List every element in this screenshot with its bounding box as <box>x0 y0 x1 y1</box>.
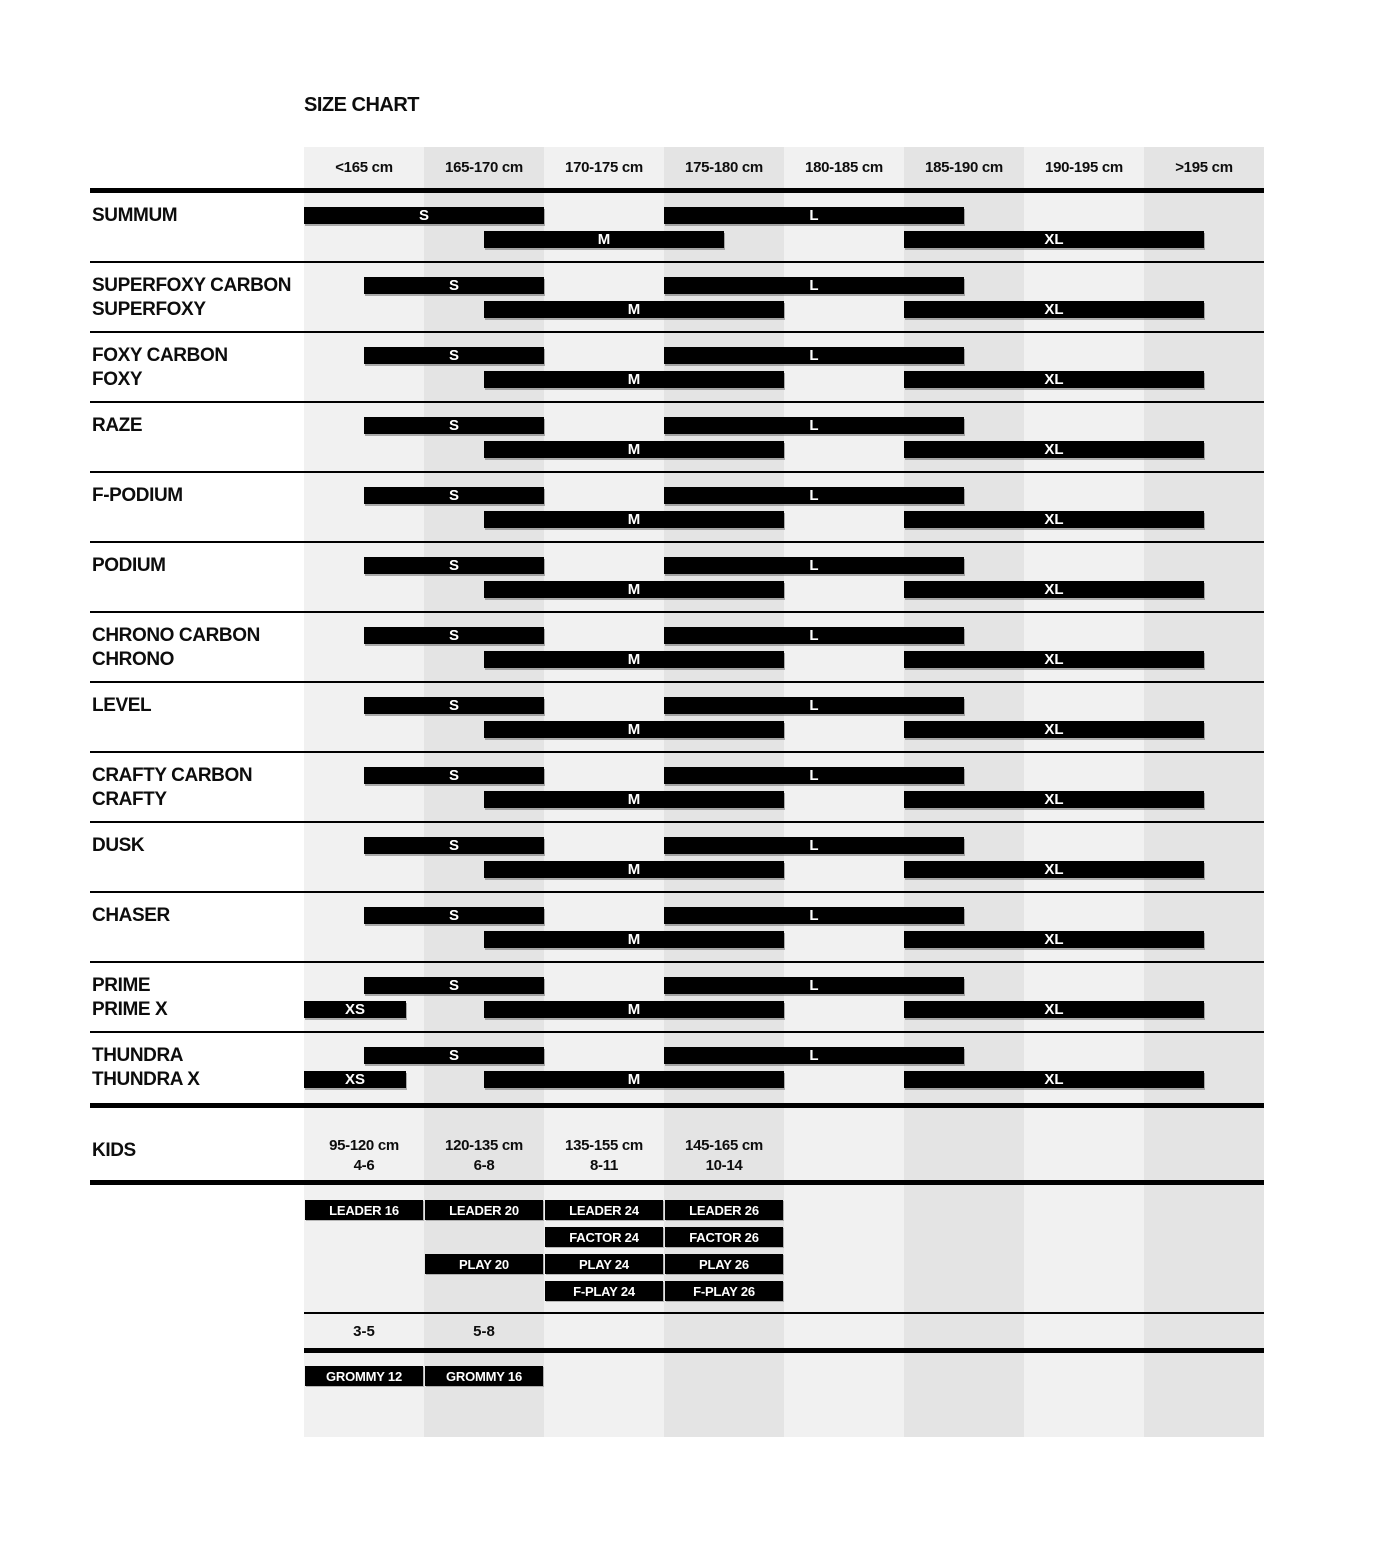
size-bar-l: L <box>664 277 964 294</box>
height-column-header: <165 cm <box>335 159 393 176</box>
size-bar-l: L <box>664 1047 964 1064</box>
size-bar-s: S <box>364 557 544 574</box>
divider-thin <box>90 891 1264 893</box>
size-bar-s: S <box>364 277 544 294</box>
size-bar-xl: XL <box>904 581 1204 598</box>
kids-model-bar: PLAY 26 <box>665 1254 783 1274</box>
size-bar-xs: XS <box>304 1071 406 1088</box>
size-bar-s: S <box>364 347 544 364</box>
model-label: CHRONO CARBON <box>92 624 260 646</box>
size-bar-m: M <box>484 1001 784 1018</box>
kids-column-header <box>544 1136 664 1176</box>
divider-thin <box>90 471 1264 473</box>
model-label: CRAFTY <box>92 788 167 810</box>
size-bar-m: M <box>484 371 784 388</box>
age-range-label: 5-8 <box>473 1322 495 1340</box>
divider-thin <box>90 541 1264 543</box>
kids-height-range: 145-165 cm <box>685 1137 763 1154</box>
size-bar-s: S <box>364 487 544 504</box>
kids-model-bar: FACTOR 26 <box>665 1227 783 1247</box>
height-column-bg <box>784 147 904 1437</box>
model-label: F-PODIUM <box>92 484 183 506</box>
model-label: PRIME X <box>92 998 168 1020</box>
model-label: THUNDRA X <box>92 1068 200 1090</box>
kids-model-bar: PLAY 20 <box>425 1254 543 1274</box>
size-bar-l: L <box>664 487 964 504</box>
model-label: DUSK <box>92 834 145 856</box>
model-label: RAZE <box>92 414 143 436</box>
model-label: LEVEL <box>92 694 152 716</box>
size-bar-l: L <box>664 907 964 924</box>
model-label: PRIME <box>92 974 151 996</box>
divider-thin <box>90 261 1264 263</box>
kids-section-label: KIDS <box>92 1140 136 1161</box>
kids-height-range: 95-120 cm <box>329 1137 399 1154</box>
kids-model-bar: FACTOR 24 <box>545 1227 663 1247</box>
size-bar-xl: XL <box>904 791 1204 808</box>
model-label: THUNDRA <box>92 1044 184 1066</box>
height-column-header: >195 cm <box>1175 159 1233 176</box>
divider-thin <box>90 751 1264 753</box>
divider-thin <box>90 681 1264 683</box>
age-range-label: 3-5 <box>353 1322 375 1340</box>
kids-height-range: 120-135 cm <box>445 1137 523 1154</box>
divider-thin <box>90 611 1264 613</box>
size-bar-s: S <box>364 977 544 994</box>
size-bar-l: L <box>664 417 964 434</box>
divider-thick <box>90 1180 1264 1185</box>
divider-thin <box>90 961 1264 963</box>
kids-age-range: 6-8 <box>473 1157 495 1174</box>
size-bar-m: M <box>484 791 784 808</box>
divider-thick <box>90 188 1264 193</box>
size-bar-xl: XL <box>904 1001 1204 1018</box>
model-label: SUPERFOXY CARBON <box>92 274 292 296</box>
kids-model-bar: LEADER 16 <box>305 1200 423 1220</box>
size-bar-xl: XL <box>904 721 1204 738</box>
size-bar-l: L <box>664 837 964 854</box>
model-label: SUPERFOXY <box>92 298 206 320</box>
size-bar-m: M <box>484 861 784 878</box>
height-column-header: 190-195 cm <box>1045 159 1123 176</box>
size-bar-xl: XL <box>904 441 1204 458</box>
kids-model-bar: F-PLAY 24 <box>545 1281 663 1301</box>
height-column-header: 165-170 cm <box>445 159 523 176</box>
height-column-header: 185-190 cm <box>925 159 1003 176</box>
divider-thin <box>90 821 1264 823</box>
model-label: FOXY <box>92 368 143 390</box>
size-bar-l: L <box>664 207 964 224</box>
kids-model-bar: LEADER 20 <box>425 1200 543 1220</box>
size-bar-l: L <box>664 697 964 714</box>
kids-column-header <box>424 1136 544 1176</box>
model-label: CHASER <box>92 904 170 926</box>
size-bar-s: S <box>364 627 544 644</box>
kids-model-bar: LEADER 24 <box>545 1200 663 1220</box>
size-bar-l: L <box>664 627 964 644</box>
size-bar-xs: XS <box>304 1001 406 1018</box>
kids-age-range: 4-6 <box>353 1157 375 1174</box>
height-column-bg <box>304 147 424 1437</box>
size-bar-xl: XL <box>904 231 1204 248</box>
divider-thin <box>90 331 1264 333</box>
size-bar-m: M <box>484 301 784 318</box>
size-bar-xl: XL <box>904 931 1204 948</box>
page-title: SIZE CHART <box>304 94 419 116</box>
height-column-header: 170-175 cm <box>565 159 643 176</box>
size-bar-m: M <box>484 441 784 458</box>
kids-column-header <box>664 1136 784 1176</box>
model-label: PODIUM <box>92 554 166 576</box>
divider-thin <box>90 1031 1264 1033</box>
kids-model-bar: LEADER 26 <box>665 1200 783 1220</box>
divider-thin <box>304 1312 1264 1314</box>
size-bar-m: M <box>484 581 784 598</box>
height-column-header: 180-185 cm <box>805 159 883 176</box>
kids-model-bar: GROMMY 12 <box>305 1366 423 1386</box>
kids-model-bar: PLAY 24 <box>545 1254 663 1274</box>
size-bar-s: S <box>364 767 544 784</box>
size-bar-m: M <box>484 721 784 738</box>
height-column-header: 175-180 cm <box>685 159 763 176</box>
size-bar-m: M <box>484 231 724 248</box>
size-bar-xl: XL <box>904 1071 1204 1088</box>
size-bar-m: M <box>484 511 784 528</box>
divider-thick <box>90 1103 1264 1108</box>
size-bar-m: M <box>484 1071 784 1088</box>
divider-thin <box>90 401 1264 403</box>
size-bar-xl: XL <box>904 861 1204 878</box>
size-bar-s: S <box>364 697 544 714</box>
size-bar-m: M <box>484 651 784 668</box>
kids-age-range: 10-14 <box>705 1157 743 1174</box>
size-bar-xl: XL <box>904 511 1204 528</box>
size-bar-s: S <box>304 207 544 224</box>
size-bar-l: L <box>664 347 964 364</box>
kids-age-range: 8-11 <box>590 1157 618 1174</box>
divider-thick <box>304 1348 1264 1353</box>
size-bar-xl: XL <box>904 371 1204 388</box>
size-bar-m: M <box>484 931 784 948</box>
model-label: FOXY CARBON <box>92 344 228 366</box>
size-bar-s: S <box>364 417 544 434</box>
size-bar-xl: XL <box>904 301 1204 318</box>
kids-column-header <box>304 1136 424 1176</box>
size-bar-l: L <box>664 767 964 784</box>
kids-model-bar: GROMMY 16 <box>425 1366 543 1386</box>
size-bar-s: S <box>364 1047 544 1064</box>
kids-height-range: 135-155 cm <box>565 1137 643 1154</box>
size-bar-xl: XL <box>904 651 1204 668</box>
model-label: CRAFTY CARBON <box>92 764 253 786</box>
kids-model-bar: F-PLAY 26 <box>665 1281 783 1301</box>
size-bar-l: L <box>664 557 964 574</box>
model-label: CHRONO <box>92 648 175 670</box>
size-bar-l: L <box>664 977 964 994</box>
size-bar-s: S <box>364 907 544 924</box>
size-bar-s: S <box>364 837 544 854</box>
model-label: SUMMUM <box>92 204 178 226</box>
